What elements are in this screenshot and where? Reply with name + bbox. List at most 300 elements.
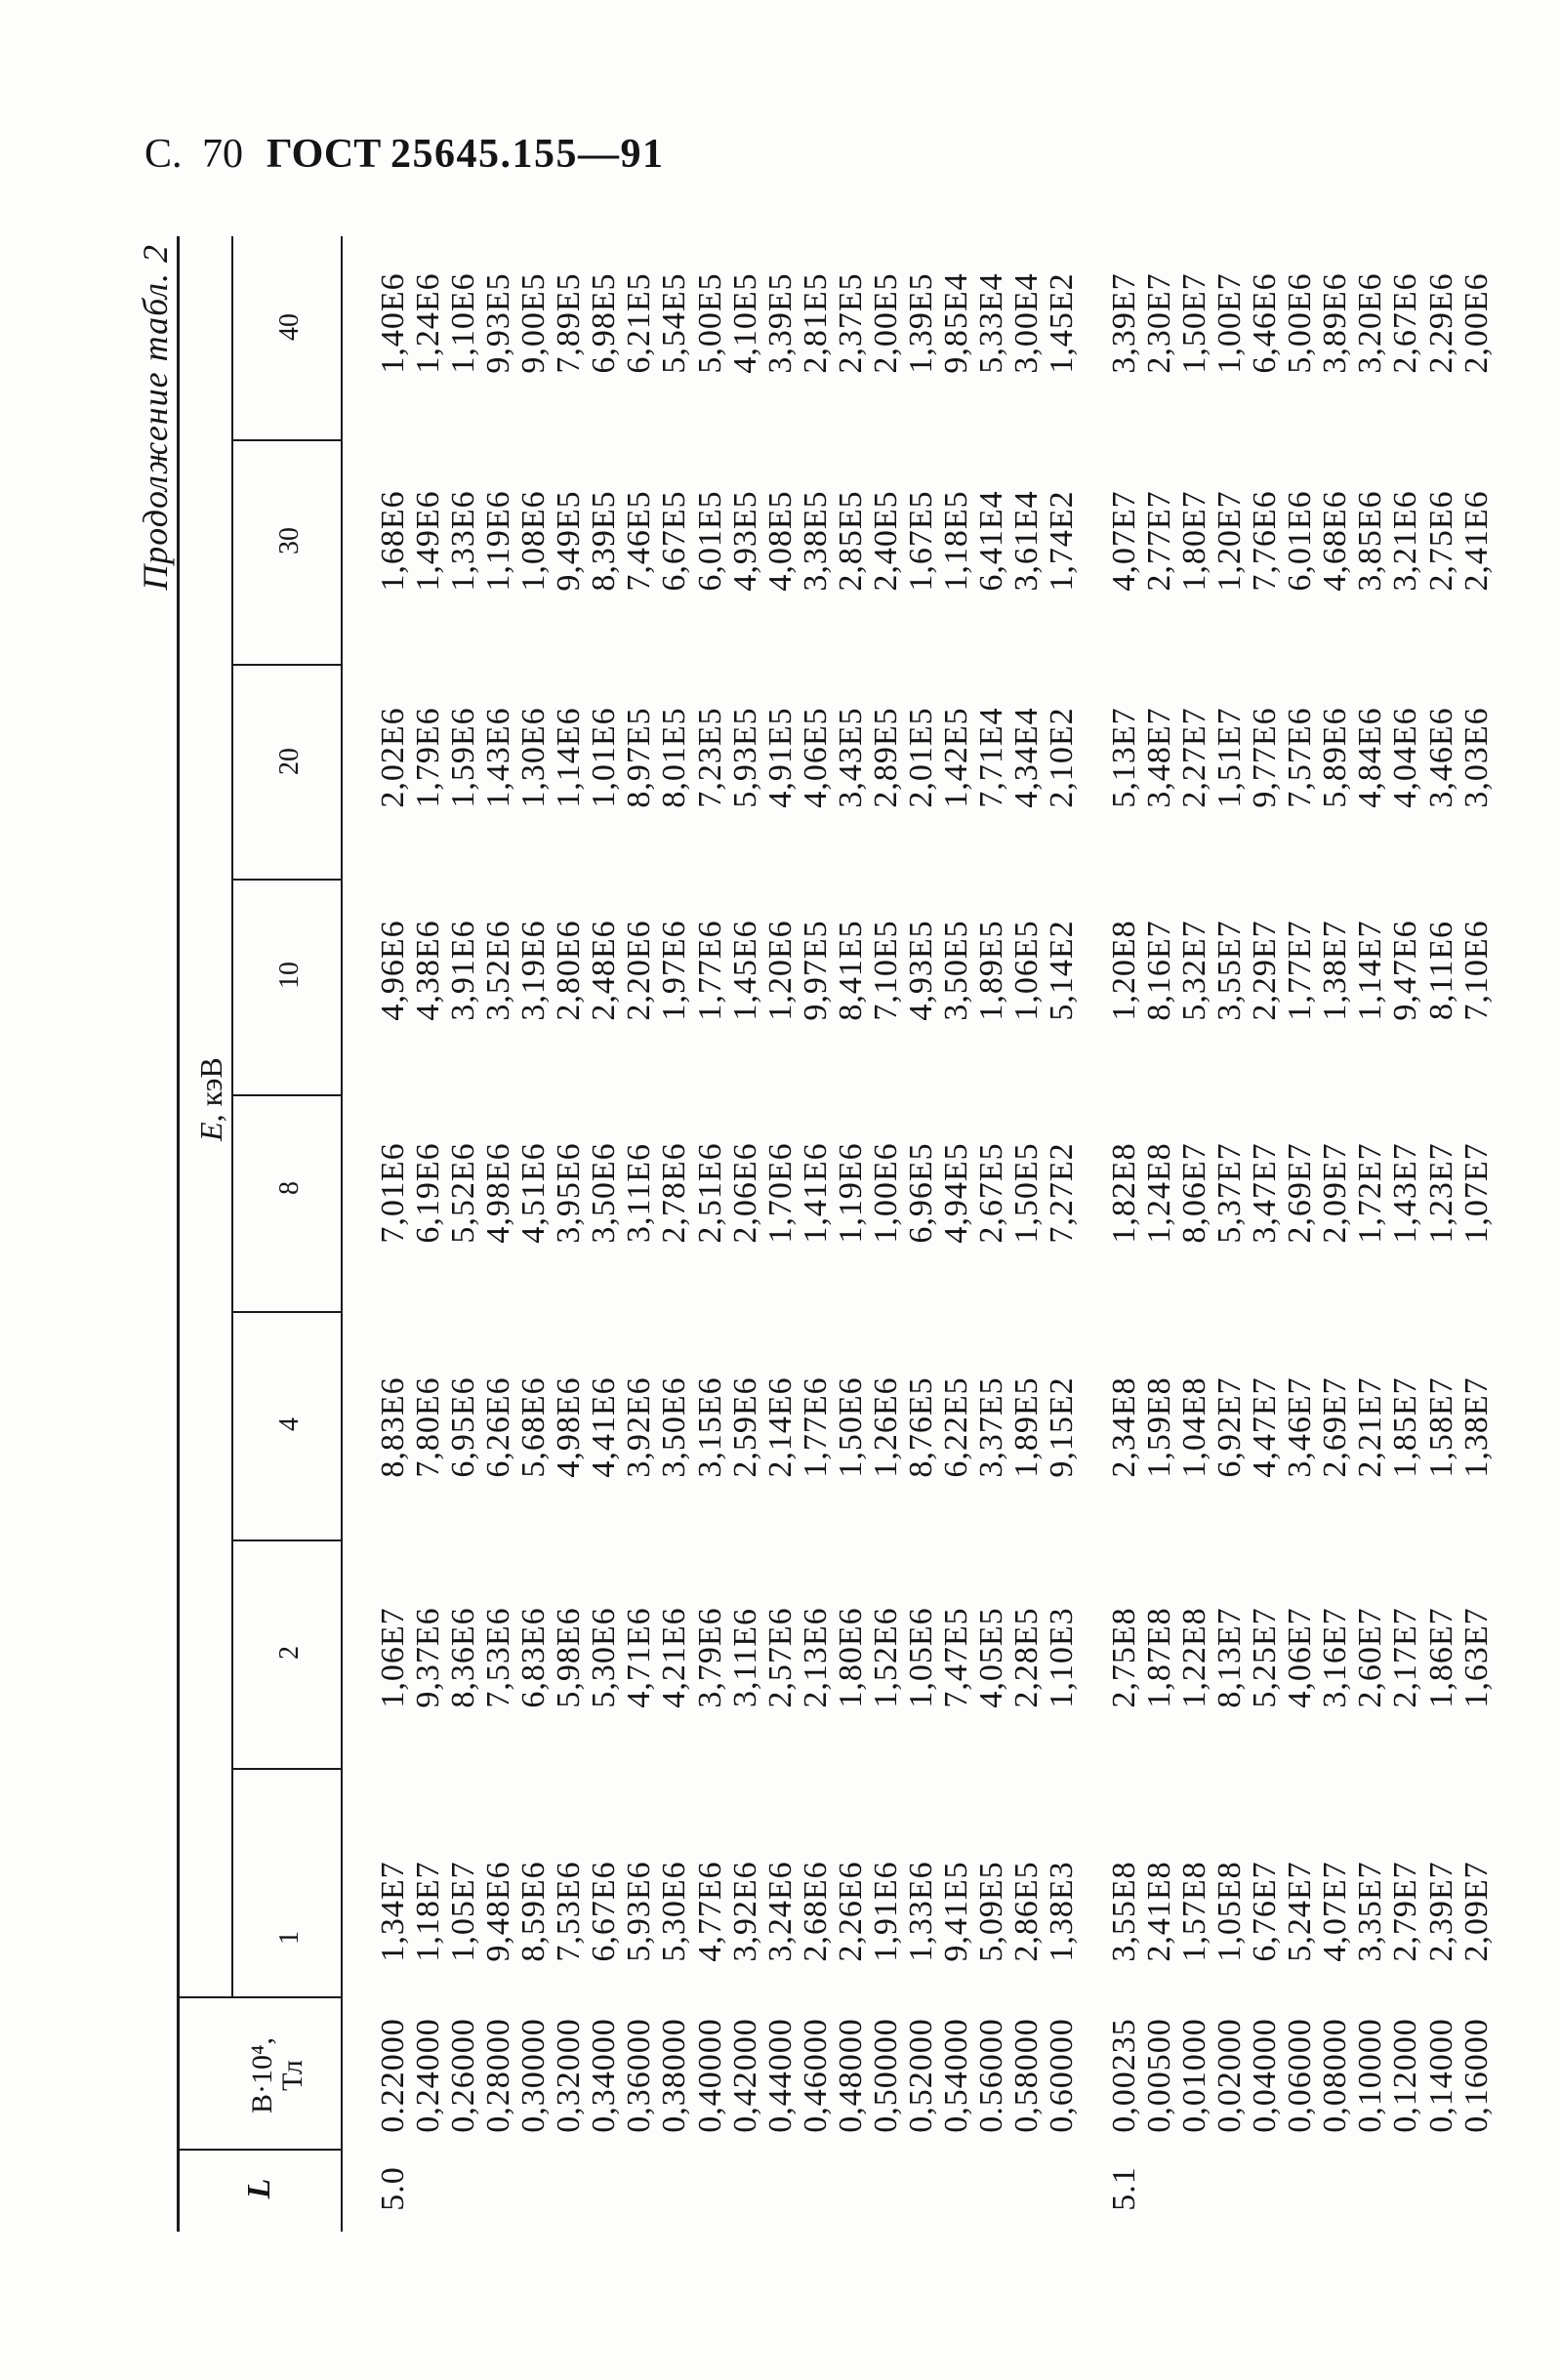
b-value-cell: 0,26000 — [445, 2018, 482, 2133]
flux-value-cell: 6,98E5 — [586, 272, 623, 374]
flux-value-cell: 7,01E6 — [375, 1142, 411, 1244]
flux-value-cell: 7,23E5 — [691, 707, 728, 808]
flux-value-cell: 3,55E8 — [1106, 1861, 1142, 1962]
flux-value-cell: 1,45E6 — [726, 920, 763, 1021]
flux-value-cell: 1,38E3 — [1043, 1861, 1080, 1962]
flux-value-cell: 2,00E6 — [1457, 272, 1495, 374]
flux-value-cell: 4,05E5 — [972, 1607, 1009, 1708]
flux-value-cell: 1,41E6 — [797, 1142, 834, 1244]
energy-column-header: 4 — [274, 1417, 305, 1431]
flux-value-cell: 4,10E5 — [726, 272, 763, 374]
flux-value-cell: 2,14E6 — [761, 1376, 799, 1478]
energy-column-header: 8 — [274, 1181, 305, 1195]
flux-value-cell: 1,20E8 — [1106, 920, 1142, 1021]
energy-column-header: 1 — [274, 1931, 305, 1945]
flux-value-cell: 5,54E5 — [656, 272, 693, 374]
b-value-cell: 0,42000 — [726, 2018, 763, 2133]
energy-column-header: 30 — [274, 527, 305, 554]
b-value-cell: 0,04000 — [1247, 2018, 1284, 2133]
flux-value-cell: 2,27E7 — [1176, 707, 1213, 808]
flux-value-cell: 2,67E6 — [1387, 272, 1424, 374]
energy-symbol: E — [193, 1122, 228, 1141]
flux-value-cell: 3,50E6 — [586, 1142, 623, 1244]
flux-value-cell: 3,37E5 — [972, 1376, 1009, 1478]
flux-value-cell: 9,37E6 — [410, 1607, 447, 1708]
b-value-cell: 0,06000 — [1282, 2018, 1319, 2133]
flux-value-cell: 1,24E6 — [410, 272, 447, 374]
flux-value-cell: 3,35E7 — [1352, 1861, 1389, 1962]
b-value-cell: 0,48000 — [832, 2018, 869, 2133]
flux-value-cell: 2,37E5 — [832, 272, 869, 374]
flux-value-cell: 9,47E6 — [1387, 920, 1424, 1021]
flux-value-cell: 1,45E2 — [1043, 272, 1080, 374]
flux-value-cell: 5,30E6 — [586, 1607, 623, 1708]
flux-value-cell: 3,89E6 — [1317, 272, 1354, 374]
flux-value-cell: 1,19E6 — [832, 1142, 869, 1244]
flux-value-cell: 3,00E4 — [1007, 272, 1045, 374]
b-value-cell: 0,36000 — [621, 2018, 658, 2133]
flux-value-cell: 3,95E6 — [551, 1142, 588, 1244]
flux-value-cell: 1,23E7 — [1422, 1142, 1459, 1244]
flux-value-cell: 4,91E5 — [761, 707, 799, 808]
flux-value-cell: 1,89E5 — [972, 920, 1009, 1021]
flux-value-cell: 9,15E2 — [1043, 1376, 1080, 1478]
flux-value-cell: 3,11E6 — [621, 1142, 658, 1244]
b-value-cell: 0,54000 — [937, 2018, 974, 2133]
flux-value-cell: 4,38E6 — [410, 920, 447, 1021]
table-row — [587, 236, 622, 2232]
table-row — [904, 236, 939, 2232]
flux-value-cell: 1,05E8 — [1211, 1861, 1249, 1962]
flux-value-cell: 4,51E6 — [515, 1142, 553, 1244]
b-value-cell: 0.56000 — [972, 2018, 1009, 2133]
flux-value-cell: 1,89E5 — [1007, 1376, 1045, 1478]
flux-value-cell: 5,98E6 — [551, 1607, 588, 1708]
flux-value-cell: 4,04E6 — [1387, 707, 1424, 808]
flux-value-cell: 1,57E8 — [1176, 1861, 1213, 1962]
flux-value-cell: 3,91E6 — [445, 920, 482, 1021]
flux-value-cell: 3,52E6 — [480, 920, 517, 1021]
flux-value-cell: 6,95E6 — [445, 1376, 482, 1478]
flux-value-cell: 6,92E7 — [1211, 1376, 1249, 1478]
table-row — [1283, 236, 1318, 2232]
flux-value-cell: 2,10E2 — [1043, 707, 1080, 808]
flux-value-cell: 8,39E5 — [586, 490, 623, 592]
flux-value-cell: 7,27E2 — [1043, 1142, 1080, 1244]
flux-value-cell: 1,18E7 — [410, 1861, 447, 1962]
flux-value-cell: 1,50E6 — [832, 1376, 869, 1478]
flux-value-cell: 7,53E6 — [551, 1861, 588, 1962]
flux-value-cell: 1,20E7 — [1211, 490, 1249, 592]
flux-value-cell: 9,93E5 — [480, 272, 517, 374]
b-value-cell: 0,28000 — [480, 2018, 517, 2133]
flux-value-cell: 3,92E6 — [726, 1861, 763, 1962]
b-value-cell: 0,58000 — [1007, 2018, 1045, 2133]
flux-value-cell: 1,59E6 — [445, 707, 482, 808]
flux-value-cell: 1,85E7 — [1387, 1376, 1424, 1478]
table-row — [1248, 236, 1283, 2232]
flux-value-cell: 1,51E7 — [1211, 707, 1249, 808]
b-value-cell: 0,00235 — [1106, 2018, 1142, 2133]
flux-value-cell: 6,67E5 — [656, 490, 693, 592]
flux-value-cell: 8,83E6 — [375, 1376, 411, 1478]
flux-value-cell: 9,97E5 — [797, 920, 834, 1021]
flux-value-cell: 6,96E5 — [902, 1142, 939, 1244]
flux-value-cell: 8,06E7 — [1176, 1142, 1213, 1244]
flux-value-cell: 5,25E7 — [1247, 1607, 1284, 1708]
flux-value-cell: 1,33E6 — [445, 490, 482, 592]
table-caption: Продолжение табл. 2 — [136, 244, 175, 591]
flux-value-cell: 2,60E7 — [1352, 1607, 1389, 1708]
flux-value-cell: 9,41E5 — [937, 1861, 974, 1962]
flux-value-cell: 2,02E6 — [375, 707, 411, 808]
flux-value-cell: 7,57E6 — [1282, 707, 1319, 808]
flux-value-cell: 5,24E7 — [1282, 1861, 1319, 1962]
table-row — [411, 236, 446, 2232]
flux-value-cell: 2,21E7 — [1352, 1376, 1389, 1478]
b-column-header: B·10⁴, — [246, 2037, 278, 2113]
flux-value-cell: 6,46E6 — [1247, 272, 1284, 374]
flux-value-cell: 1,06E5 — [1007, 920, 1045, 1021]
flux-value-cell: 2,85E5 — [832, 490, 869, 592]
column-divider — [232, 1094, 342, 1096]
flux-value-cell: 6,01E5 — [691, 490, 728, 592]
page-number: С. 70 — [144, 132, 244, 177]
flux-value-cell: 1,70E6 — [761, 1142, 799, 1244]
flux-value-cell: 2,26E6 — [832, 1861, 869, 1962]
flux-value-cell: 1,82E8 — [1106, 1142, 1142, 1244]
flux-value-cell: 4,94E5 — [937, 1142, 974, 1244]
column-divider — [232, 879, 342, 881]
flux-value-cell: 1,52E6 — [867, 1607, 904, 1708]
flux-value-cell: 1,58E7 — [1422, 1376, 1459, 1478]
flux-value-cell: 1,01E6 — [586, 707, 623, 808]
flux-value-cell: 4,06E5 — [797, 707, 834, 808]
table-row — [657, 236, 692, 2232]
flux-value-cell: 2,77E7 — [1141, 490, 1177, 592]
flux-value-cell: 2,06E6 — [726, 1142, 763, 1244]
flux-value-cell: 6,21E5 — [621, 272, 658, 374]
flux-value-cell: 1,30E6 — [515, 707, 553, 808]
flux-value-cell: 1,18E5 — [937, 490, 974, 592]
flux-value-cell: 1,80E7 — [1176, 490, 1213, 592]
flux-value-cell: 1,40E6 — [375, 272, 411, 374]
flux-value-cell: 2,30E7 — [1141, 272, 1177, 374]
flux-value-cell: 3,03E6 — [1457, 707, 1495, 808]
b-value-cell: 0,32000 — [551, 2018, 588, 2133]
flux-value-cell: 1,79E6 — [410, 707, 447, 808]
flux-value-cell: 9,49E5 — [551, 490, 588, 592]
b-value-cell: 0,34000 — [586, 2018, 623, 2133]
flux-value-cell: 1,05E6 — [902, 1607, 939, 1708]
flux-value-cell: 1,97E6 — [656, 920, 693, 1021]
flux-value-cell: 3,47E7 — [1247, 1142, 1284, 1244]
table-row — [1388, 236, 1423, 2232]
table-row — [1045, 236, 1080, 2232]
flux-value-cell: 7,46E5 — [621, 490, 658, 592]
flux-value-cell: 4,93E5 — [902, 920, 939, 1021]
flux-value-cell: 9,48E6 — [480, 1861, 517, 1962]
flux-value-cell: 6,67E6 — [586, 1861, 623, 1962]
flux-value-cell: 1,91E6 — [867, 1861, 904, 1962]
flux-value-cell: 6,01E6 — [1282, 490, 1319, 592]
flux-value-cell: 1,07E7 — [1457, 1142, 1495, 1244]
flux-value-cell: 4,34E4 — [1007, 707, 1045, 808]
table-row — [1459, 236, 1495, 2232]
flux-value-cell: 4,93E5 — [726, 490, 763, 592]
flux-value-cell: 3,85E6 — [1352, 490, 1389, 592]
flux-value-cell: 9,77E6 — [1247, 707, 1284, 808]
flux-value-cell: 2,80E6 — [551, 920, 588, 1021]
table-row — [622, 236, 657, 2232]
flux-value-cell: 1,49E6 — [410, 490, 447, 592]
flux-value-cell: 1,72E7 — [1352, 1142, 1389, 1244]
flux-value-cell: 1,74E2 — [1043, 490, 1080, 592]
flux-value-cell: 9,00E5 — [515, 272, 553, 374]
flux-value-cell: 1,63E7 — [1457, 1607, 1495, 1708]
flux-value-cell: 2,75E6 — [1422, 490, 1459, 592]
table-row — [1318, 236, 1353, 2232]
flux-value-cell: 1,14E6 — [551, 707, 588, 808]
flux-value-cell: 1,87E8 — [1141, 1607, 1177, 1708]
flux-value-cell: 4,77E6 — [691, 1861, 728, 1962]
table-row — [1177, 236, 1212, 2232]
flux-value-cell: 1,50E7 — [1176, 272, 1213, 374]
flux-value-cell: 1,22E8 — [1176, 1607, 1213, 1708]
table-row — [693, 236, 728, 2232]
flux-value-cell: 2,81E5 — [797, 272, 834, 374]
flux-value-cell: 4,98E6 — [480, 1142, 517, 1244]
column-divider — [232, 439, 342, 441]
flux-value-cell: 2,86E5 — [1007, 1861, 1045, 1962]
flux-value-cell: 1,38E7 — [1457, 1376, 1495, 1478]
flux-value-cell: 8,76E5 — [902, 1376, 939, 1478]
flux-value-cell: 3,48E7 — [1141, 707, 1177, 808]
table-row — [1212, 236, 1248, 2232]
flux-value-cell: 5,13E7 — [1106, 707, 1142, 808]
flux-value-cell: 2,51E6 — [691, 1142, 728, 1244]
b-value-cell: 0,10000 — [1352, 2018, 1389, 2133]
flux-value-cell: 2,41E8 — [1141, 1861, 1177, 1962]
flux-value-cell: 2,09E7 — [1317, 1142, 1354, 1244]
b-value-cell: 0,30000 — [515, 2018, 553, 2133]
flux-value-cell: 8,16E7 — [1141, 920, 1177, 1021]
flux-value-cell: 3,50E5 — [937, 920, 974, 1021]
table-row — [834, 236, 869, 2232]
flux-value-cell: 7,71E4 — [972, 707, 1009, 808]
table-row — [376, 236, 411, 2232]
flux-value-cell: 5,09E5 — [972, 1861, 1009, 1962]
flux-value-cell: 2,69E7 — [1282, 1142, 1319, 1244]
flux-value-cell: 8,41E5 — [832, 920, 869, 1021]
table-row — [1353, 236, 1388, 2232]
flux-value-cell: 1,34E7 — [375, 1861, 411, 1962]
flux-value-cell: 1,33E6 — [902, 1861, 939, 1962]
flux-value-cell: 1,59E8 — [1141, 1376, 1177, 1478]
table-row — [799, 236, 834, 2232]
table-row — [1424, 236, 1459, 2232]
b-value-cell: 0.22000 — [375, 2018, 411, 2133]
flux-value-cell: 4,68E6 — [1317, 490, 1354, 592]
flux-value-cell: 1,77E6 — [797, 1376, 834, 1478]
table-row — [869, 236, 904, 2232]
flux-value-cell: 1,06E7 — [375, 1607, 411, 1708]
flux-value-cell: 4,21E6 — [656, 1607, 693, 1708]
flux-value-cell: 1,14E7 — [1352, 920, 1389, 1021]
flux-value-cell: 3,16E7 — [1317, 1607, 1354, 1708]
flux-value-cell: 1,67E5 — [902, 490, 939, 592]
flux-value-cell: 1,38E7 — [1317, 920, 1354, 1021]
flux-value-cell: 3,79E6 — [691, 1607, 728, 1708]
flux-value-cell: 3,46E7 — [1282, 1376, 1319, 1478]
b-value-cell: 0,52000 — [902, 2018, 939, 2133]
flux-value-cell: 1,77E6 — [691, 920, 728, 1021]
flux-value-cell: 4,98E6 — [551, 1376, 588, 1478]
flux-value-cell: 1,05E7 — [445, 1861, 482, 1962]
column-divider — [232, 664, 342, 666]
b-value-cell: 0,01000 — [1176, 2018, 1213, 2133]
l-column-header: L — [241, 2178, 277, 2199]
table-row — [974, 236, 1009, 2232]
flux-value-cell: 3,11E6 — [726, 1607, 763, 1708]
flux-value-cell: 5,93E5 — [726, 707, 763, 808]
flux-value-cell: 5,32E7 — [1176, 920, 1213, 1021]
flux-value-cell: 6,22E5 — [937, 1376, 974, 1478]
flux-value-cell: 2,57E6 — [761, 1607, 799, 1708]
flux-value-cell: 6,76E7 — [1247, 1861, 1284, 1962]
flux-value-cell: 2,01E5 — [902, 707, 939, 808]
energy-group-header — [193, 1057, 228, 1141]
table-row — [516, 236, 552, 2232]
column-divider — [179, 2149, 342, 2151]
flux-value-cell: 3,43E5 — [832, 707, 869, 808]
flux-value-cell: 2,39E7 — [1422, 1861, 1459, 1962]
b-value-cell: 0,16000 — [1457, 2018, 1495, 2133]
flux-value-cell: 4,07E7 — [1317, 1861, 1354, 1962]
flux-value-cell: 2,34E8 — [1106, 1376, 1142, 1478]
flux-value-cell: 1,42E5 — [937, 707, 974, 808]
flux-value-cell: 3,55E7 — [1211, 920, 1249, 1021]
flux-value-cell: 7,89E5 — [551, 272, 588, 374]
flux-value-cell: 7,53E6 — [480, 1607, 517, 1708]
flux-value-cell: 5,14E2 — [1043, 920, 1080, 1021]
b-value-cell: 0,24000 — [410, 2018, 447, 2133]
b-value-cell: 0,14000 — [1422, 2018, 1459, 2133]
table-row — [552, 236, 587, 2232]
flux-value-cell: 8,11E6 — [1422, 920, 1459, 1021]
flux-value-cell: 5,33E4 — [972, 272, 1009, 374]
flux-value-cell: 1,50E5 — [1007, 1142, 1045, 1244]
table-row — [1009, 236, 1045, 2232]
flux-value-cell: 2,41E6 — [1457, 490, 1495, 592]
flux-value-cell: 3,19E6 — [515, 920, 553, 1021]
flux-value-cell: 1,39E5 — [902, 272, 939, 374]
flux-value-cell: 5,00E5 — [691, 272, 728, 374]
flux-value-cell: 1,00E7 — [1211, 272, 1249, 374]
flux-value-cell: 2,79E7 — [1387, 1861, 1424, 1962]
flux-value-cell: 1,80E6 — [832, 1607, 869, 1708]
flux-value-cell: 9,85E4 — [937, 272, 974, 374]
table-row — [1107, 236, 1142, 2232]
flux-value-cell: 3,20E6 — [1352, 272, 1389, 374]
flux-value-cell: 3,61E4 — [1007, 490, 1045, 592]
energy-column-header: 2 — [274, 1646, 305, 1660]
flux-value-cell: 4,06E7 — [1282, 1607, 1319, 1708]
standard-number: 25645.155—91 — [390, 132, 665, 177]
flux-value-cell: 3,39E7 — [1106, 272, 1142, 374]
b-value-cell: 0,00500 — [1141, 2018, 1177, 2133]
flux-value-cell: 4,96E6 — [375, 920, 411, 1021]
column-divider — [179, 1996, 342, 1998]
flux-value-cell: 5,93E6 — [621, 1861, 658, 1962]
flux-value-cell: 1,43E6 — [480, 707, 517, 808]
flux-value-cell: 2,48E6 — [586, 920, 623, 1021]
flux-value-cell: 1,04E8 — [1176, 1376, 1213, 1478]
flux-value-cell: 1,00E6 — [867, 1142, 904, 1244]
header-bottom-rule — [341, 236, 343, 2232]
flux-value-cell: 6,26E6 — [480, 1376, 517, 1478]
flux-value-cell: 4,84E6 — [1352, 707, 1389, 808]
flux-value-cell: 2,20E6 — [621, 920, 658, 1021]
flux-value-cell: 2,40E5 — [867, 490, 904, 592]
flux-value-cell: 7,10E5 — [867, 920, 904, 1021]
flux-value-cell: 4,41E6 — [586, 1376, 623, 1478]
flux-value-cell: 2,09E7 — [1457, 1861, 1495, 1962]
b-value-cell: 0,02000 — [1211, 2018, 1249, 2133]
flux-value-cell: 1,26E6 — [867, 1376, 904, 1478]
flux-value-cell: 8,13E7 — [1211, 1607, 1249, 1708]
flux-value-cell: 3,39E5 — [761, 272, 799, 374]
l-value-cell: 5.0 — [375, 2166, 411, 2211]
flux-value-cell: 4,07E7 — [1106, 490, 1142, 592]
flux-value-cell: 3,15E6 — [691, 1376, 728, 1478]
b-value-cell: 0,60000 — [1043, 2018, 1080, 2133]
flux-value-cell: 3,46E6 — [1422, 707, 1459, 808]
b-value-cell: 0,50000 — [867, 2018, 904, 2133]
table-row — [939, 236, 974, 2232]
l-value-cell: 5.1 — [1106, 2166, 1142, 2211]
b-value-cell: 0,12000 — [1387, 2018, 1424, 2133]
flux-value-cell: 2,29E7 — [1247, 920, 1284, 1021]
energy-group-rule — [231, 236, 233, 1998]
data-table — [130, 236, 1497, 2232]
flux-value-cell: 8,59E6 — [515, 1861, 553, 1962]
flux-value-cell: 2,13E6 — [797, 1607, 834, 1708]
b-value-cell: 0,46000 — [797, 2018, 834, 2133]
table-row — [1142, 236, 1177, 2232]
flux-value-cell: 6,19E6 — [410, 1142, 447, 1244]
flux-value-cell: 2,59E6 — [726, 1376, 763, 1478]
flux-value-cell: 3,21E6 — [1387, 490, 1424, 592]
flux-value-cell: 8,97E5 — [621, 707, 658, 808]
flux-value-cell: 2,00E5 — [867, 272, 904, 374]
flux-value-cell: 3,38E5 — [797, 490, 834, 592]
flux-value-cell: 1,77E7 — [1282, 920, 1319, 1021]
flux-value-cell: 3,92E6 — [621, 1376, 658, 1478]
flux-value-cell: 1,68E6 — [375, 490, 411, 592]
flux-value-cell: 4,08E5 — [761, 490, 799, 592]
flux-value-cell: 5,68E6 — [515, 1376, 553, 1478]
table-row — [481, 236, 516, 2232]
flux-value-cell: 3,50E6 — [656, 1376, 693, 1478]
flux-value-cell: 6,41E4 — [972, 490, 1009, 592]
standard-label: ГОСТ — [267, 132, 382, 177]
flux-value-cell: 5,89E6 — [1317, 707, 1354, 808]
flux-value-cell: 1,86E7 — [1422, 1607, 1459, 1708]
flux-value-cell: 5,37E7 — [1211, 1142, 1249, 1244]
b-column-unit: Тл — [276, 2060, 308, 2091]
flux-value-cell: 7,80E6 — [410, 1376, 447, 1478]
